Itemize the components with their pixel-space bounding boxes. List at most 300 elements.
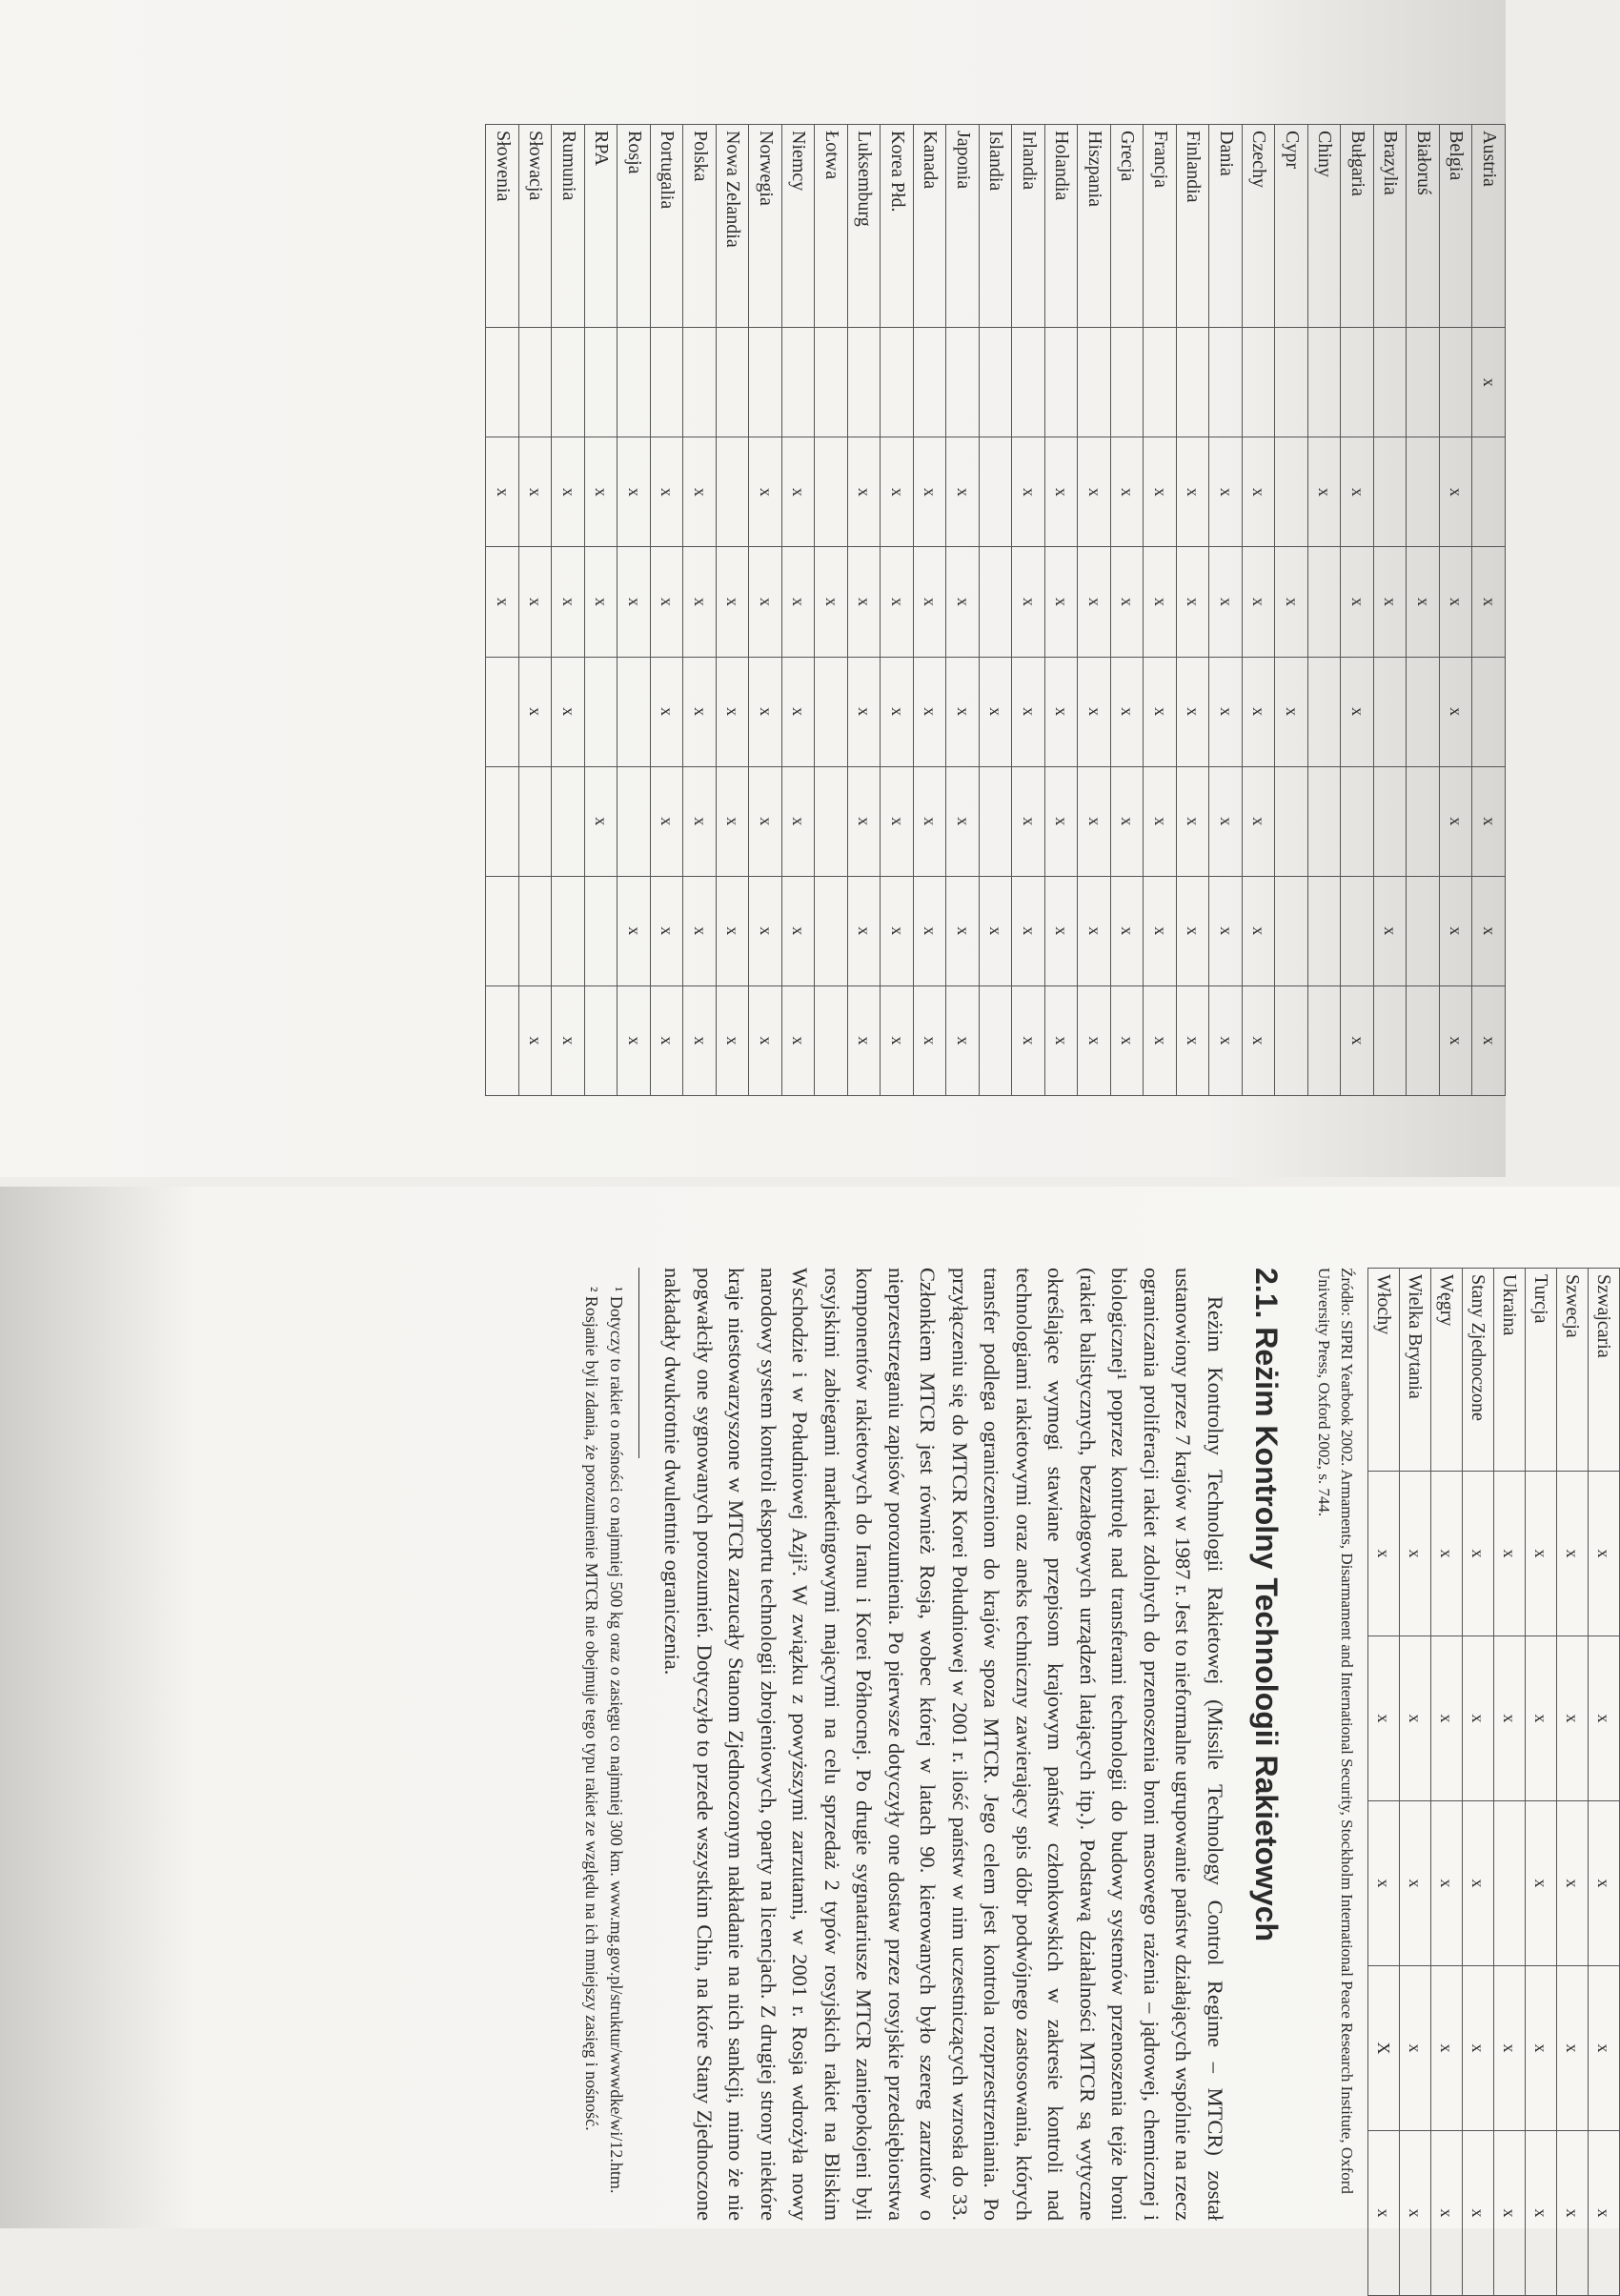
footnote-rule (638, 1268, 639, 1458)
membership-mark: x (1557, 1472, 1589, 1636)
country-name: Japonia (946, 125, 980, 328)
membership-mark: x (749, 985, 782, 1095)
membership-mark: x (1463, 1472, 1494, 1636)
membership-mark: x (1431, 1636, 1463, 1801)
membership-mark: x (946, 985, 980, 1095)
table-row (1045, 125, 1079, 1096)
membership-mark: x (1463, 1801, 1494, 1966)
membership-mark (519, 766, 553, 876)
membership-mark: x (1177, 766, 1210, 876)
membership-mark: x (552, 985, 585, 1095)
membership-mark: x (683, 657, 717, 766)
membership-mark: x (1144, 766, 1177, 876)
membership-mark (1407, 328, 1440, 437)
membership-mark: x (519, 437, 553, 547)
country-name: Węgry (1431, 1269, 1463, 1472)
membership-mark: x (1526, 1966, 1557, 2131)
membership-mark: x (1557, 1801, 1589, 1966)
country-name: Francja (1144, 125, 1177, 328)
table-row (1012, 125, 1045, 1096)
membership-mark (1111, 328, 1144, 437)
country-name: Brazylia (1374, 125, 1407, 328)
right-page (57, 1268, 1620, 2221)
table-row (585, 125, 618, 1096)
membership-mark: x (585, 547, 618, 657)
membership-mark (1472, 437, 1506, 547)
membership-mark (1341, 766, 1374, 876)
left-page (133, 124, 1506, 1096)
membership-mark (914, 328, 947, 437)
table-row (1589, 1269, 1620, 2296)
membership-mark (980, 328, 1013, 437)
membership-mark (1275, 437, 1308, 547)
membership-mark: x (1243, 985, 1276, 1095)
table-row (848, 125, 881, 1096)
country-name: Chiny (1308, 125, 1342, 328)
membership-mark: x (1472, 876, 1506, 985)
membership-mark (1209, 328, 1243, 437)
membership-mark: x (1494, 1966, 1526, 2131)
membership-mark (1407, 985, 1440, 1095)
country-name: Cypr (1275, 125, 1308, 328)
membership-mark: x (1144, 985, 1177, 1095)
membership-mark (1407, 657, 1440, 766)
membership-mark: x (914, 876, 947, 985)
membership-mark: x (1589, 1801, 1620, 1966)
membership-mark (1407, 766, 1440, 876)
membership-mark: x (946, 876, 980, 985)
country-name: Islandia (980, 125, 1013, 328)
membership-mark: x (1440, 547, 1473, 657)
country-name: Kanada (914, 125, 947, 328)
table-row (914, 125, 947, 1096)
membership-mark (552, 328, 585, 437)
country-name: Nowa Zelandia (717, 125, 750, 328)
membership-mark (1341, 876, 1374, 985)
membership-mark: x (1209, 766, 1243, 876)
membership-mark: x (1368, 1636, 1400, 1801)
membership-mark: x (1400, 2131, 1431, 2296)
membership-mark: x (881, 547, 914, 657)
membership-mark (486, 766, 519, 876)
membership-mark: x (618, 437, 651, 547)
membership-mark (552, 766, 585, 876)
membership-mark (1308, 657, 1342, 766)
membership-mark: x (1144, 547, 1177, 657)
membership-mark: x (683, 437, 717, 547)
membership-mark (946, 328, 980, 437)
membership-mark: x (914, 547, 947, 657)
country-name: Belgia (1440, 125, 1473, 328)
membership-mark (1012, 328, 1045, 437)
membership-mark: x (1243, 437, 1276, 547)
membership-mark (519, 328, 553, 437)
membership-mark (1275, 766, 1308, 876)
membership-mark: x (881, 876, 914, 985)
membership-mark: x (1209, 437, 1243, 547)
membership-mark: x (651, 985, 684, 1095)
membership-mark: x (1431, 1472, 1463, 1636)
membership-mark (1308, 547, 1342, 657)
membership-mark (651, 328, 684, 437)
membership-mark (980, 437, 1013, 547)
membership-mark: x (717, 985, 750, 1095)
membership-mark (815, 876, 848, 985)
table-row (1407, 125, 1440, 1096)
membership-mark: x (1078, 657, 1111, 766)
table-row (618, 125, 651, 1096)
membership-mark: x (651, 657, 684, 766)
membership-mark: x (1526, 1472, 1557, 1636)
table-row (1400, 1269, 1431, 2296)
membership-mark: x (1275, 657, 1308, 766)
membership-mark (1275, 328, 1308, 437)
membership-mark: x (1494, 2131, 1526, 2296)
membership-mark: x (1463, 2131, 1494, 2296)
membership-mark: x (1012, 876, 1045, 985)
membership-mark: x (717, 547, 750, 657)
membership-mark: x (717, 766, 750, 876)
membership-mark: x (848, 876, 881, 985)
membership-mark: x (1045, 547, 1079, 657)
membership-mark: x (1400, 1472, 1431, 1636)
membership-mark (1243, 328, 1276, 437)
membership-mark: x (1407, 547, 1440, 657)
membership-mark (1308, 328, 1342, 437)
membership-mark (683, 328, 717, 437)
membership-mark: x (1368, 1801, 1400, 1966)
country-name: Irlandia (1012, 125, 1045, 328)
membership-mark: x (1431, 2131, 1463, 2296)
membership-mark: x (1177, 547, 1210, 657)
membership-mark: x (1400, 1966, 1431, 2131)
membership-mark: x (749, 437, 782, 547)
membership-mark (1078, 328, 1111, 437)
membership-mark (1374, 437, 1407, 547)
table-row (1341, 125, 1374, 1096)
membership-mark: x (519, 985, 553, 1095)
table-row (1275, 125, 1308, 1096)
membership-mark: x (1431, 1966, 1463, 2131)
country-name: Korea Płd. (881, 125, 914, 328)
membership-mark (486, 657, 519, 766)
country-name: Szwajcaria (1589, 1269, 1620, 1472)
membership-mark: x (782, 876, 816, 985)
table-source-note: Źródło: SIPRI Yearbook 2002. Armaments, Disarmament and International Security, Stockholm International Peace Research Institute, Oxford University Press, Oxford 2002, s. 744. (1315, 1268, 1356, 2194)
membership-mark: x (980, 657, 1013, 766)
membership-mark: x (1368, 2131, 1400, 2296)
table-row (749, 125, 782, 1096)
membership-mark (980, 766, 1013, 876)
membership-mark: x (1111, 766, 1144, 876)
membership-mark: x (848, 985, 881, 1095)
table-row (552, 125, 585, 1096)
membership-mark: x (1589, 2131, 1620, 2296)
membership-mark (815, 657, 848, 766)
country-name: Słowenia (486, 125, 519, 328)
table-row (1308, 125, 1342, 1096)
membership-mark: x (1440, 985, 1473, 1095)
membership-mark: x (782, 437, 816, 547)
membership-mark (1177, 328, 1210, 437)
membership-mark: x (585, 766, 618, 876)
membership-mark (618, 766, 651, 876)
membership-mark (1144, 328, 1177, 437)
membership-mark: x (914, 437, 947, 547)
country-name: Turcja (1526, 1269, 1557, 1472)
membership-mark (1275, 876, 1308, 985)
membership-mark: x (1589, 1472, 1620, 1636)
membership-mark: x (1374, 876, 1407, 985)
membership-mark (585, 328, 618, 437)
membership-mark: x (1144, 657, 1177, 766)
membership-mark (717, 328, 750, 437)
membership-mark: x (1111, 547, 1144, 657)
table-row (1243, 125, 1276, 1096)
membership-mark: x (552, 657, 585, 766)
membership-mark: x (1209, 876, 1243, 985)
membership-mark: x (1177, 657, 1210, 766)
membership-mark: x (1243, 766, 1276, 876)
membership-mark: x (848, 766, 881, 876)
membership-mark (1308, 876, 1342, 985)
membership-mark: x (651, 876, 684, 985)
membership-mark: x (552, 547, 585, 657)
membership-mark (552, 876, 585, 985)
membership-mark: x (1472, 547, 1506, 657)
membership-mark (815, 985, 848, 1095)
country-name: Bułgaria (1341, 125, 1374, 328)
table-row (1463, 1269, 1494, 2296)
membership-mark: x (651, 766, 684, 876)
membership-mark: x (1177, 876, 1210, 985)
membership-mark: x (618, 547, 651, 657)
membership-mark (1275, 985, 1308, 1095)
country-name: Finlandia (1177, 125, 1210, 328)
membership-mark: x (683, 985, 717, 1095)
country-name: Słowacja (519, 125, 553, 328)
membership-table-right (1367, 1268, 1620, 2296)
membership-mark: x (717, 657, 750, 766)
membership-mark: x (1494, 1472, 1526, 1636)
membership-mark: x (914, 657, 947, 766)
membership-mark: x (585, 437, 618, 547)
membership-mark: x (1209, 657, 1243, 766)
membership-mark: x (914, 766, 947, 876)
membership-mark (815, 328, 848, 437)
membership-mark: x (1557, 1636, 1589, 1801)
membership-mark (486, 985, 519, 1095)
footnote-1: ¹ Dotyczy to rakiet o nośności co najmniej 500 kg oraz o zasięgu co najmniej 300 km. www.mg.gov.pl/struktur/wwwdke/wi/12.htm. (607, 1287, 626, 2194)
membership-mark: x (946, 547, 980, 657)
membership-mark: x (782, 547, 816, 657)
membership-mark: x (1045, 876, 1079, 985)
membership-mark: x (1526, 1636, 1557, 1801)
table-row (1368, 1269, 1400, 2296)
membership-mark: x (1045, 657, 1079, 766)
membership-mark (1407, 437, 1440, 547)
table-row (1494, 1269, 1526, 2296)
country-name: Czechy (1243, 125, 1276, 328)
country-name: Łotwa (815, 125, 848, 328)
footnote-2: ² Rosjanie byli zdania, że porozumienie MTCR nie obejmuje tego typu rakiet ze względu na ich mniejszy zasięg i nośność. (582, 1287, 601, 2131)
membership-mark: x (1341, 547, 1374, 657)
membership-mark: x (749, 657, 782, 766)
membership-mark: x (980, 876, 1013, 985)
table-row (1440, 125, 1473, 1096)
country-name: Stany Zjednoczone (1463, 1269, 1494, 1472)
table-row (683, 125, 717, 1096)
membership-mark: x (1341, 437, 1374, 547)
country-name: Grecja (1111, 125, 1144, 328)
membership-mark: x (881, 437, 914, 547)
membership-mark (717, 437, 750, 547)
membership-mark: x (1111, 437, 1144, 547)
membership-mark: x (782, 657, 816, 766)
table-row (1374, 125, 1407, 1096)
membership-mark: x (717, 876, 750, 985)
membership-mark: x (1440, 766, 1473, 876)
membership-mark (1407, 876, 1440, 985)
membership-mark (585, 657, 618, 766)
membership-mark: x (618, 876, 651, 985)
membership-mark (815, 766, 848, 876)
membership-mark (1374, 766, 1407, 876)
table-row (815, 125, 848, 1096)
table-row (1177, 125, 1210, 1096)
membership-mark: x (946, 437, 980, 547)
membership-mark (618, 657, 651, 766)
membership-mark: x (914, 985, 947, 1095)
membership-mark: x (651, 547, 684, 657)
membership-mark: x (749, 547, 782, 657)
membership-mark: x (1045, 437, 1079, 547)
membership-mark: x (1012, 547, 1045, 657)
membership-mark: x (749, 766, 782, 876)
table-row (1111, 125, 1144, 1096)
membership-mark: x (1526, 2131, 1557, 2296)
membership-mark: x (1400, 1636, 1431, 1801)
membership-mark: x (683, 876, 717, 985)
membership-mark (486, 876, 519, 985)
membership-mark: x (519, 657, 553, 766)
country-name: Włochy (1368, 1269, 1400, 1472)
membership-mark: x (1431, 1801, 1463, 1966)
membership-mark: x (519, 547, 553, 657)
table-row (1526, 1269, 1557, 2296)
membership-mark: x (552, 437, 585, 547)
membership-mark (749, 328, 782, 437)
membership-mark: x (486, 547, 519, 657)
membership-mark: x (881, 985, 914, 1095)
membership-mark (1440, 328, 1473, 437)
country-name: Norwegia (749, 125, 782, 328)
membership-mark (585, 985, 618, 1095)
table-row (519, 125, 553, 1096)
country-name: Luksemburg (848, 125, 881, 328)
table-row (1209, 125, 1243, 1096)
table-row (651, 125, 684, 1096)
membership-mark: x (1589, 1966, 1620, 2131)
membership-mark: x (1078, 985, 1111, 1095)
membership-mark (1045, 328, 1079, 437)
membership-mark: x (1012, 437, 1045, 547)
country-name: Rosja (618, 125, 651, 328)
membership-mark (980, 547, 1013, 657)
membership-mark: x (1111, 985, 1144, 1095)
membership-mark: x (651, 437, 684, 547)
membership-mark: x (1144, 876, 1177, 985)
membership-mark: x (1368, 1472, 1400, 1636)
country-name: Polska (683, 125, 717, 328)
membership-mark: x (1341, 657, 1374, 766)
country-name: Ukraina (1494, 1269, 1526, 1472)
membership-mark: x (1341, 985, 1374, 1095)
membership-mark (1374, 657, 1407, 766)
table-row (717, 125, 750, 1096)
membership-mark: x (618, 985, 651, 1095)
membership-mark: x (1374, 547, 1407, 657)
membership-mark: x (1111, 876, 1144, 985)
membership-mark: x (1463, 1636, 1494, 1801)
membership-mark (1308, 985, 1342, 1095)
membership-mark: x (1209, 547, 1243, 657)
membership-mark (848, 328, 881, 437)
membership-mark: x (1440, 437, 1473, 547)
membership-mark: x (1557, 1966, 1589, 2131)
membership-mark: x (1144, 437, 1177, 547)
membership-mark: x (683, 547, 717, 657)
country-name: Rumunia (552, 125, 585, 328)
country-name: Hiszpania (1078, 125, 1111, 328)
membership-mark: x (1494, 1636, 1526, 1801)
membership-mark: x (782, 985, 816, 1095)
membership-mark: x (683, 766, 717, 876)
membership-table-left (486, 124, 1507, 1096)
section-paragraph: Reżim Kontrolny Technologii Rakietowej (Missile Technology Control Regime – MTCR) został ustanowiony przez 7 krajów w 1987 r. Jest to nieformalne ugrupowanie państw działających wspólnie na rzecz ograniczania proliferacji rakiet zdolnych do przenoszenia broni masowego rażenia – jądrowej, chemicznej i biologicznej¹ poprzez kontrolę nad transferami technologii do budowy systemów przenoszenia tejże broni (rakiet balistycznych, bezzałogowych urządzeń latających itp.). Podstawą działalności MTCR są wytyczne określające wymogi stawiane przepisom krajowym państw członkowskich w zakresie kontroli nad technologiami rakietowymi oraz aneks techniczny zawierający spis dóbr podwójnego zastosowania, których transfer podlega ograniczeniom do krajów spoza MTCR. Jego celem jest kontrola rozprzestrzeniania. Po przyłączeniu się do MTCR Korei Południowej w 2001 r. ilość państw w nim uczestniczących wzrosła do 33. Członkiem MTCR jest również Rosja, wobec której w latach 90. kierowanych było szereg zarzutów o nieprzestrzeganiu zapisów porozumienia. Po pierwsze dotyczyły one dostaw przez rosyjskie przedsiębiorstwa komponentów rakietowych do Iranu i Korei Północnej. Po drugie sygnatariusze MTCR zaniepokojeni byli rosyjskimi zabiegami marketingowymi mającymi na celu sprzedaż 2 typów rosyjskich rakiet na Bliskim Wschodzie i w Południowej Azji². W związku z powyższymi zarzutami, w 2001 r. Rosja wdrożyła nowy narodowy system kontroli eksportu technologii zbrojeniowych, oparty na licencjach. Z drugiej strony niektóre kraje niestowarzyszone w MTCR zarzucały Stanom Zjednoczonym nakładanie na nich sankcji, mimo że nie pogwałciły one sygnowanych porozumień. Dotyczyło to przede wszystkim Chin, na które Stany Zjednoczone nakładały dwukrotnie dwulentnie ograniczenia. (660, 1268, 1227, 2221)
membership-mark: x (1012, 657, 1045, 766)
membership-mark (815, 437, 848, 547)
country-name: Dania (1209, 125, 1243, 328)
membership-mark (1341, 328, 1374, 437)
membership-mark (1494, 1801, 1526, 1966)
membership-mark: x (1472, 766, 1506, 876)
membership-mark (1472, 657, 1506, 766)
membership-mark: x (1275, 547, 1308, 657)
membership-mark: x (486, 437, 519, 547)
country-name: Holandia (1045, 125, 1079, 328)
table-row (1557, 1269, 1589, 2296)
membership-mark: x (1243, 547, 1276, 657)
membership-mark: x (1209, 985, 1243, 1095)
membership-mark (1374, 328, 1407, 437)
membership-mark: x (1078, 876, 1111, 985)
membership-mark: x (1177, 437, 1210, 547)
membership-mark (618, 328, 651, 437)
membership-mark: x (848, 547, 881, 657)
country-name: Niemcy (782, 125, 816, 328)
membership-mark: x (1308, 437, 1342, 547)
membership-mark: x (848, 657, 881, 766)
country-name: RPA (585, 125, 618, 328)
table-row (881, 125, 914, 1096)
membership-mark: x (1078, 766, 1111, 876)
membership-mark: x (1243, 657, 1276, 766)
membership-mark: x (1012, 985, 1045, 1095)
table-row (782, 125, 816, 1096)
table-row (1431, 1269, 1463, 2296)
membership-mark: x (782, 766, 816, 876)
